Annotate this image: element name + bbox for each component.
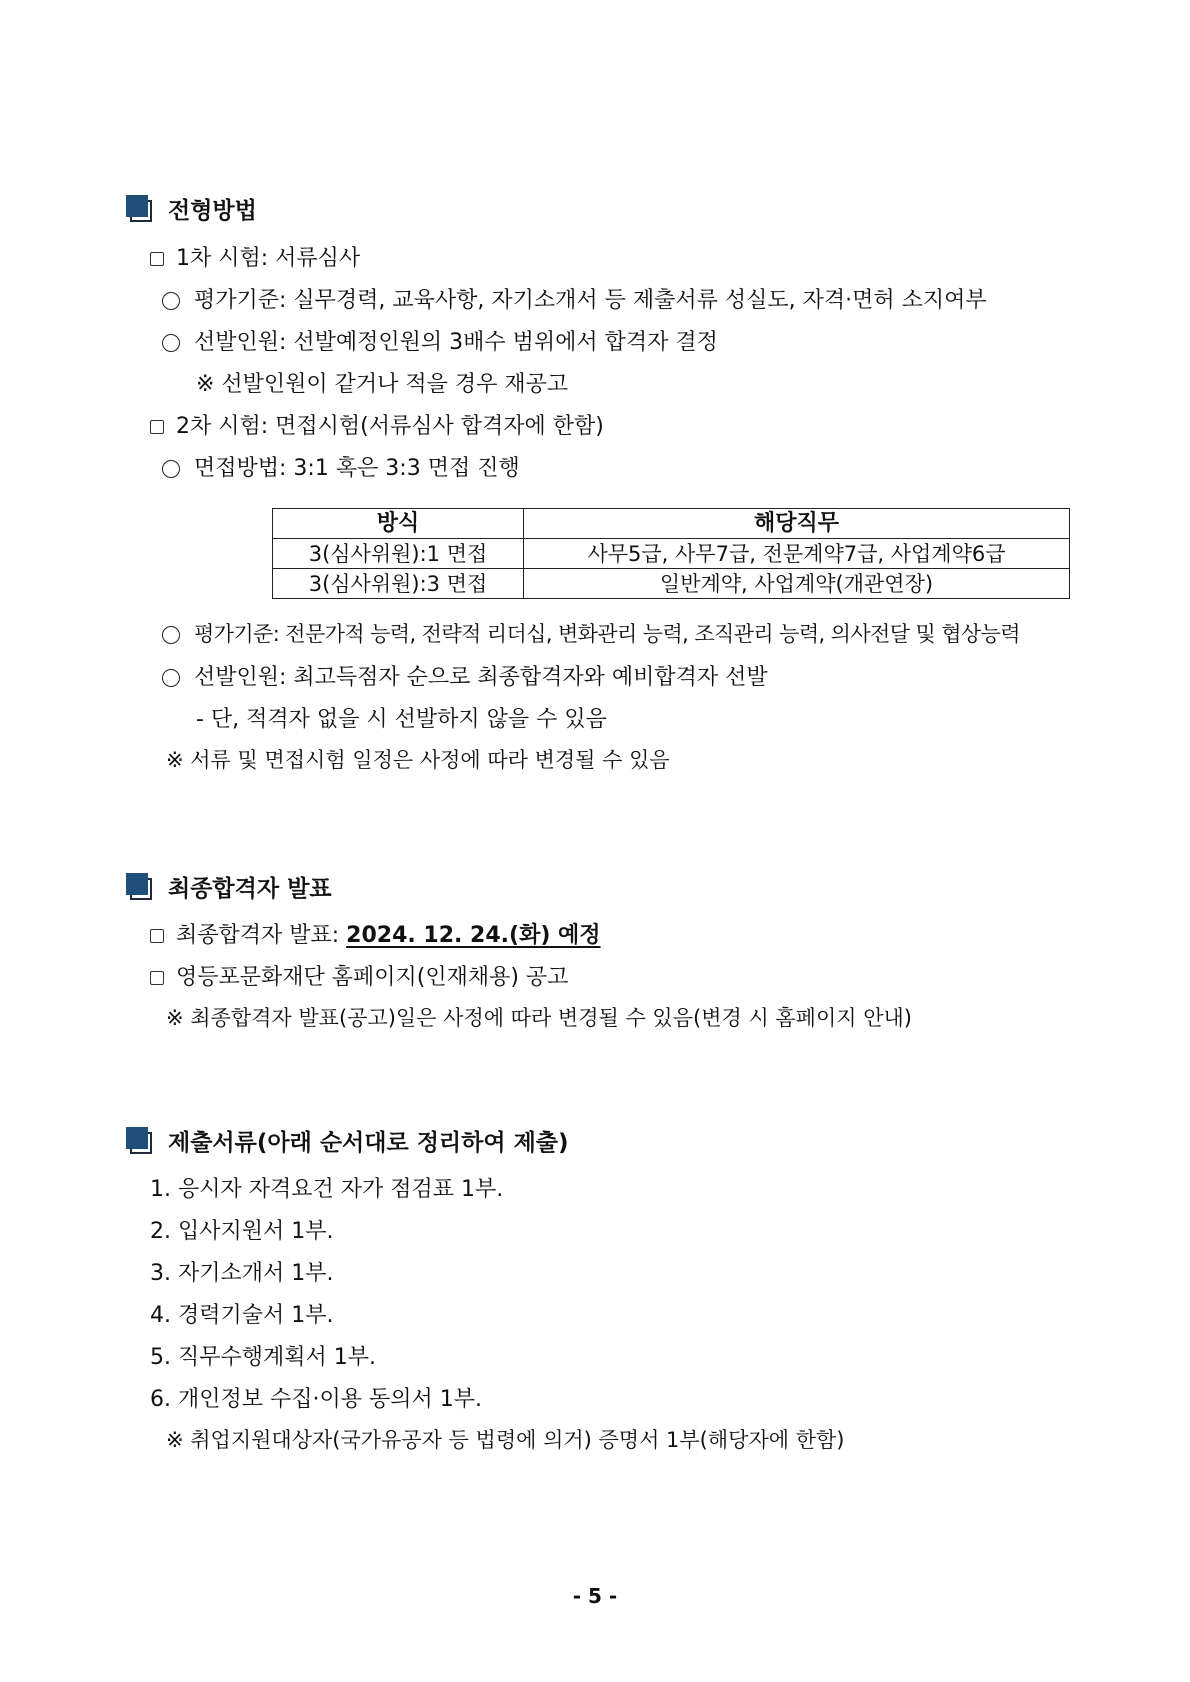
- circle-bullet-icon: [162, 460, 180, 478]
- second-exam-interview: 면접방법: 3:1 혹은 3:3 면접 진행: [162, 451, 520, 482]
- table-cell: 3(심사위원):1 면접: [273, 539, 524, 569]
- first-exam-criteria: 평가기준: 실무경력, 교육사항, 자기소개서 등 제출서류 성실도, 자격·면허 소지여부: [162, 283, 987, 314]
- section-docs-title: 제출서류(아래 순서대로 정리하여 제출): [168, 1130, 569, 1156]
- circle-bullet-icon: [162, 292, 180, 310]
- interview-table: [272, 508, 1070, 599]
- second-exam-item: 2차 시험: 면접시험(서류심사 합격자에 한함): [150, 409, 604, 440]
- table-cell: 일반계약, 사업계약(개관연장): [524, 569, 1070, 599]
- section-square-icon: [126, 195, 154, 223]
- circle-bullet-icon: [162, 669, 180, 687]
- second-exam-criteria: 평가기준: 전문가적 능력, 전략적 리더십, 변화관리 능력, 조직관리 능력, 의사전달 및 협상능력: [162, 618, 1020, 648]
- method-note: ※ 서류 및 면접시험 일정은 사정에 따라 변경될 수 있음: [166, 748, 670, 772]
- list-item: 3. 자기소개서 1부.: [150, 1261, 334, 1286]
- section-announce-header: [126, 870, 332, 903]
- docs-note: ※ 취업지원대상자(국가유공자 등 법령에 의거) 증명서 1부(해당자에 한함): [166, 1428, 845, 1452]
- section-announce-title: 최종합격자 발표: [168, 876, 332, 902]
- list-item: 5. 직무수행계획서 1부.: [150, 1345, 376, 1370]
- first-exam-selection: 선발인원: 선발예정인원의 3배수 범위에서 합격자 결정: [162, 325, 718, 356]
- table-cell: 사무5급, 사무7급, 전문계약7급, 사업계약6급: [524, 539, 1070, 569]
- list-item: 4. 경력기술서 1부.: [150, 1303, 334, 1328]
- list-item: 6. 개인정보 수집·이용 동의서 1부.: [150, 1387, 482, 1412]
- announce-item-homepage: 영등포문화재단 홈페이지(인재채용) 공고: [150, 960, 568, 991]
- circle-bullet-icon: [162, 626, 180, 644]
- second-exam-sub-note: - 단, 적격자 없을 시 선발하지 않을 수 있음: [196, 707, 607, 732]
- announce-item-date: 최종합격자 발표: 2024. 12. 24.(화) 예정: [150, 918, 601, 949]
- table-row: [273, 539, 1070, 569]
- section-square-icon: [126, 873, 154, 901]
- table-header-cell: 해당직무: [524, 509, 1070, 539]
- table-header-row: [273, 509, 1070, 539]
- square-bullet-icon: [150, 929, 164, 943]
- list-item: 1. 응시자 자격요건 자가 점검표 1부.: [150, 1177, 504, 1202]
- section-square-icon: [126, 1127, 154, 1155]
- second-exam-selection: 선발인원: 최고득점자 순으로 최종합격자와 예비합격자 선발: [162, 660, 768, 691]
- table-row: [273, 569, 1070, 599]
- first-exam-item: 1차 시험: 서류심사: [150, 241, 360, 272]
- square-bullet-icon: [150, 420, 164, 434]
- section-docs-header: [126, 1124, 569, 1157]
- first-exam-note: ※ 선발인원이 같거나 적을 경우 재공고: [196, 372, 569, 397]
- square-bullet-icon: [150, 252, 164, 266]
- page-number: - 5 -: [572, 1584, 618, 1608]
- circle-bullet-icon: [162, 334, 180, 352]
- announce-note: ※ 최종합격자 발표(공고)일은 사정에 따라 변경될 수 있음(변경 시 홈페이지 안내): [166, 1006, 912, 1030]
- table-cell: 3(심사위원):3 면접: [273, 569, 524, 599]
- announce-date: 2024. 12. 24.(화) 예정: [346, 923, 601, 948]
- list-item: 2. 입사지원서 1부.: [150, 1219, 334, 1244]
- table-header-cell: 방식: [273, 509, 524, 539]
- square-bullet-icon: [150, 971, 164, 985]
- section-method-header: [126, 192, 257, 225]
- section-method-title: 전형방법: [168, 198, 257, 224]
